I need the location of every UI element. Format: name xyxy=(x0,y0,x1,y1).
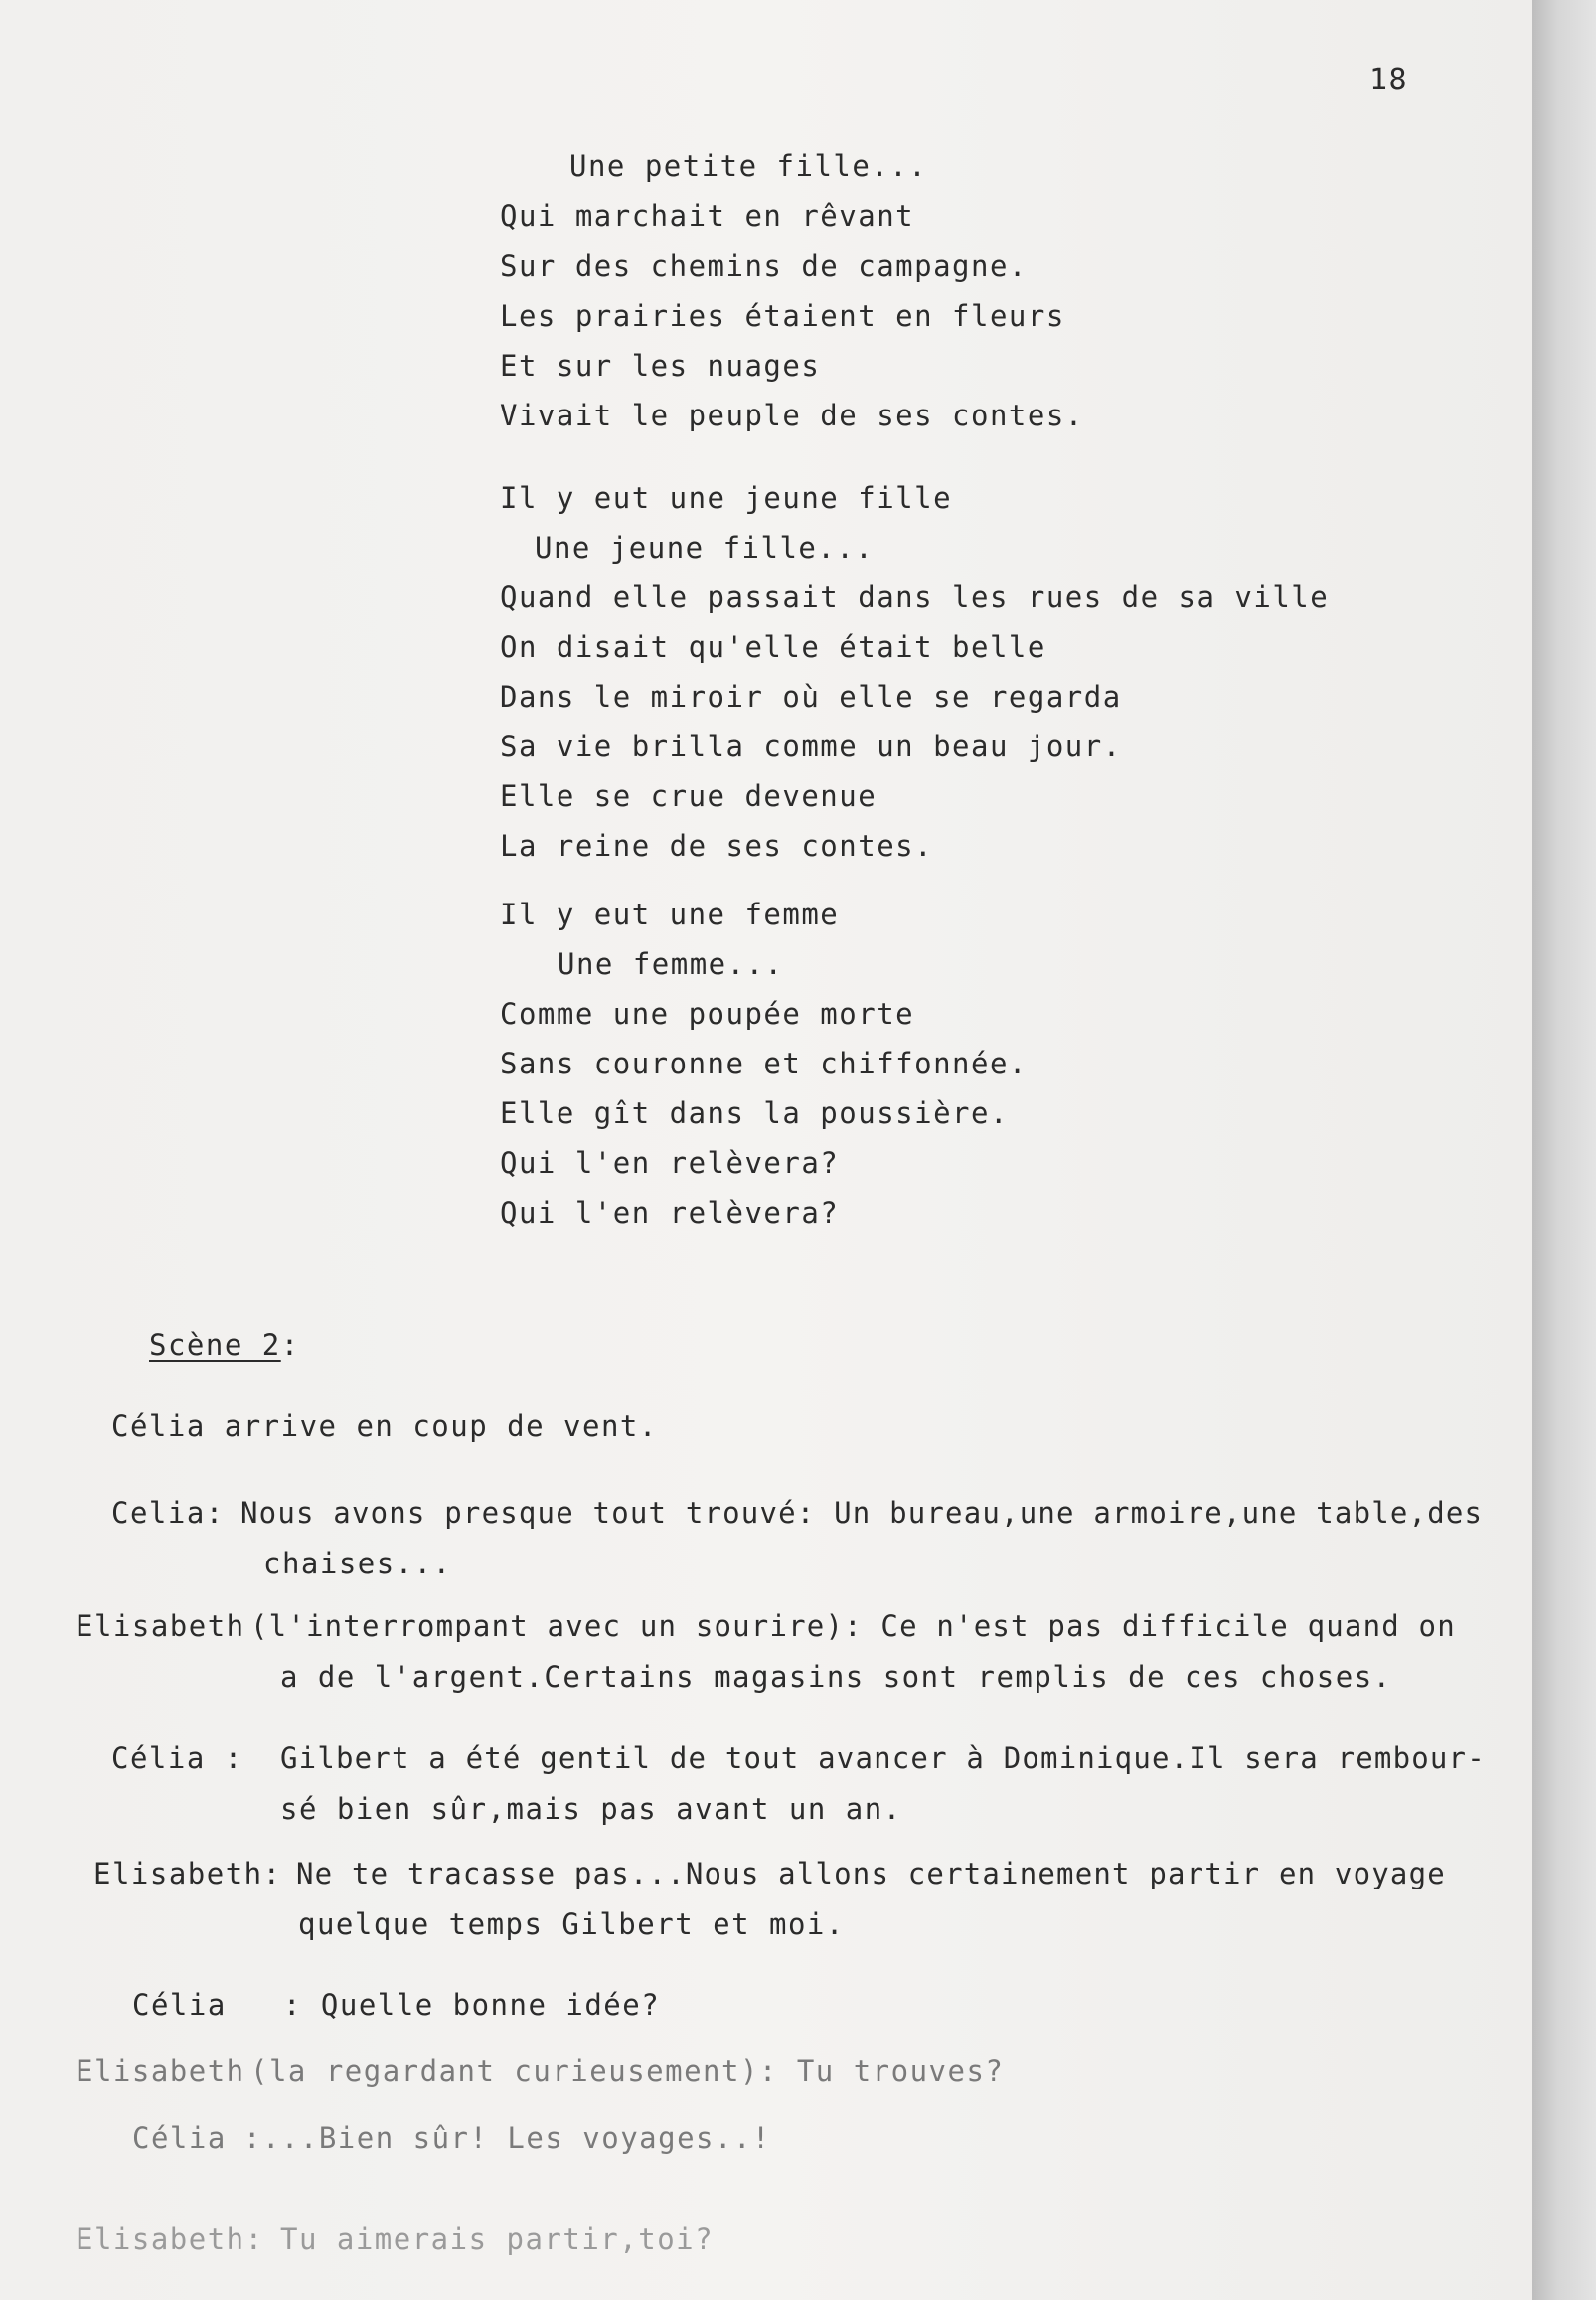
dialogue-line: (l'interrompant avec un sourire): Ce n'est pas difficile quand on xyxy=(250,1609,1456,1643)
dialogue-line: a de l'argent.Certains magasins sont remplis de ces choses. xyxy=(280,1660,1392,1694)
speaker-name: Célia xyxy=(132,1988,227,2022)
poem-line: Il y eut une femme xyxy=(500,898,840,931)
poem-line: Elle se crue devenue xyxy=(500,779,878,813)
poem-line: Et sur les nuages xyxy=(500,349,821,383)
dialogue-line: Ne te tracasse pas...Nous allons certainement partir en voyage xyxy=(296,1857,1446,1890)
dialogue-line: : Quelle bonne idée? xyxy=(283,1988,661,2022)
scene-heading-colon: : xyxy=(280,1328,300,1362)
poem-line: Vivait le peuple de ses contes. xyxy=(500,399,1084,432)
poem-line: Sur des chemins de campagne. xyxy=(500,249,1028,283)
poem-line: Une femme... xyxy=(558,947,784,981)
speaker-name: Elisabeth xyxy=(76,1609,245,1643)
dialogue-line: :...Bien sûr! Les voyages..! xyxy=(243,2121,771,2155)
poem-line: Qui l'en relèvera? xyxy=(500,1196,840,1230)
speaker-name: Célia xyxy=(132,2121,227,2155)
speaker-name: Elisabeth: xyxy=(93,1857,282,1890)
poem-line: Une petite fille... xyxy=(569,149,928,183)
stage-direction: Célia arrive en coup de vent. xyxy=(111,1409,658,1443)
dialogue-line: Tu aimerais partir,toi? xyxy=(280,2222,715,2256)
speaker-name: Celia: xyxy=(111,1496,225,1530)
poem-line: Sans couronne et chiffonnée. xyxy=(500,1047,1028,1080)
poem-line: Une jeune fille... xyxy=(535,531,875,565)
poem-line: Quand elle passait dans les rues de sa ville xyxy=(500,580,1330,614)
poem-line: Qui marchait en rêvant xyxy=(500,199,915,233)
dialogue-line: sé bien sûr,mais pas avant un an. xyxy=(280,1792,902,1826)
dialogue-line: quelque temps Gilbert et moi. xyxy=(298,1907,845,1941)
dialogue-line: Gilbert a été gentil de tout avancer à Dominique.Il sera rembour- xyxy=(280,1741,1486,1775)
poem-line: Dans le miroir où elle se regarda xyxy=(500,680,1122,714)
poem-line: Il y eut une jeune fille xyxy=(500,481,953,515)
poem-line: La reine de ses contes. xyxy=(500,829,934,863)
speaker-name: Célia : xyxy=(111,1741,243,1775)
speaker-name: Elisabeth xyxy=(76,2054,245,2088)
dialogue-line: chaises... xyxy=(263,1547,452,1580)
poem-line: Elle gît dans la poussière. xyxy=(500,1096,1009,1130)
poem-line: On disait qu'elle était belle xyxy=(500,630,1046,664)
paper-edge-shadow xyxy=(1532,0,1596,2300)
dialogue-line: Nous avons presque tout trouvé: Un bureau,une armoire,une table,des xyxy=(240,1496,1484,1530)
poem-line: Qui l'en relèvera? xyxy=(500,1146,840,1180)
poem-line: Les prairies étaient en fleurs xyxy=(500,299,1065,333)
speaker-name: Elisabeth: xyxy=(76,2222,264,2256)
scene-heading-text: Scène 2 xyxy=(149,1328,281,1362)
page-number: 18 xyxy=(1369,63,1409,97)
scene-heading xyxy=(149,1328,300,1362)
dialogue-line: (la regardant curieusement): Tu trouves? xyxy=(250,2054,1005,2088)
poem-line: Comme une poupée morte xyxy=(500,997,915,1031)
poem-line: Sa vie brilla comme un beau jour. xyxy=(500,730,1122,763)
